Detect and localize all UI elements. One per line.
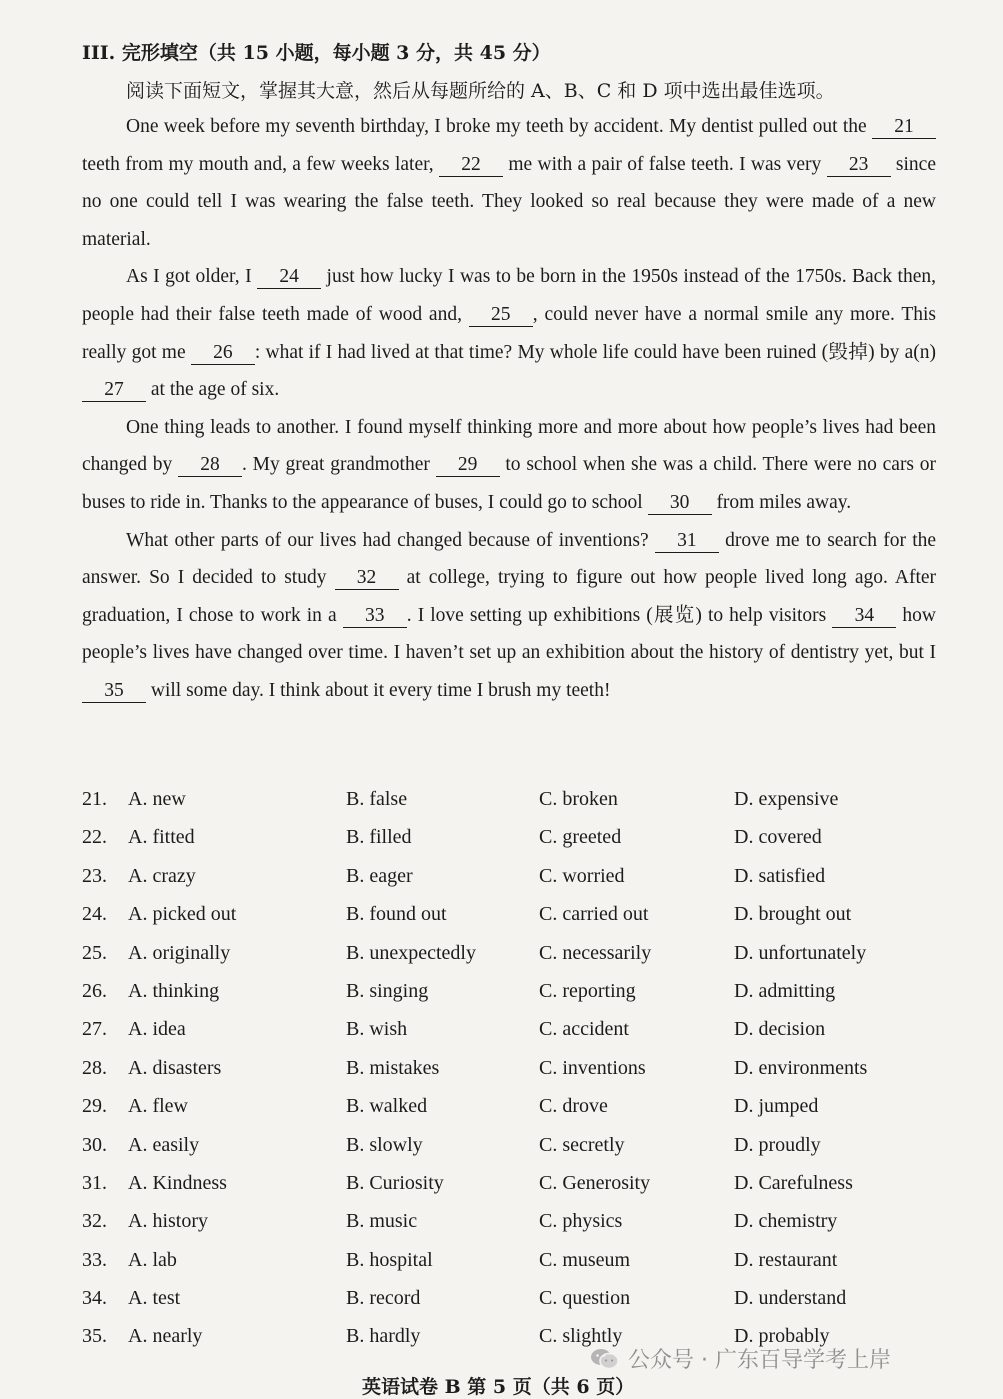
blank-27: 27 bbox=[82, 379, 146, 402]
option-b: B. unexpectedly bbox=[346, 941, 476, 964]
option-a: A. originally bbox=[128, 941, 231, 964]
option-c: C. greeted bbox=[539, 826, 622, 849]
section-instruction: 阅读下面短文，掌握其大意，然后从每题所给的 A、B、C 和 D 项中选出最佳选项。 bbox=[126, 80, 835, 102]
option-d: D. expensive bbox=[734, 788, 839, 810]
passage-text: me with a pair of false teeth. I was very bbox=[508, 153, 822, 175]
question-number: 22. bbox=[82, 826, 107, 849]
option-c: C. inventions bbox=[539, 1056, 646, 1079]
option-row bbox=[82, 1053, 962, 1091]
option-d: D. restaurant bbox=[734, 1248, 838, 1271]
option-d: D. decision bbox=[734, 1018, 826, 1041]
option-a: A. crazy bbox=[128, 864, 196, 887]
option-c: C. accident bbox=[539, 1018, 629, 1041]
passage-text: drove me to search for the answer. So I decided to study bbox=[82, 529, 937, 589]
option-d: D. unfortunately bbox=[734, 941, 867, 964]
option-b: B. false bbox=[346, 788, 408, 810]
blank-28: 28 bbox=[178, 454, 242, 477]
passage-paragraph-3 bbox=[82, 409, 936, 522]
question-number: 31. bbox=[82, 1171, 107, 1194]
passage-text: from miles away. bbox=[716, 491, 852, 513]
option-row bbox=[82, 1130, 962, 1168]
option-d: D. admitting bbox=[734, 979, 836, 1002]
blank-31: 31 bbox=[655, 530, 719, 553]
passage-text: As I got older, I bbox=[126, 266, 252, 288]
question-number: 26. bbox=[82, 979, 107, 1002]
option-b: B. slowly bbox=[346, 1133, 423, 1156]
option-c: C. question bbox=[539, 1287, 631, 1310]
passage-paragraph-2 bbox=[82, 258, 936, 408]
watermark bbox=[590, 1343, 891, 1374]
option-a: A. new bbox=[128, 788, 186, 810]
option-c: C. worried bbox=[539, 864, 625, 887]
option-c: C. reporting bbox=[539, 979, 636, 1002]
passage-text: One week before my seventh birthday, I broke my teeth by accident. My dentist pulled out the bbox=[126, 116, 867, 137]
question-number: 21. bbox=[82, 788, 107, 810]
passage-text: will some day. I think about it every time I brush my teeth! bbox=[150, 679, 611, 701]
option-row bbox=[82, 1168, 962, 1206]
option-d: D. proudly bbox=[734, 1133, 821, 1156]
question-number: 34. bbox=[82, 1287, 107, 1310]
blank-32: 32 bbox=[335, 567, 399, 590]
option-a: A. flew bbox=[128, 1095, 188, 1118]
option-a: A. fitted bbox=[128, 826, 195, 849]
option-d: D. Carefulness bbox=[734, 1171, 853, 1194]
blank-26: 26 bbox=[191, 342, 255, 365]
option-d: D. covered bbox=[734, 826, 822, 849]
passage-text: , could never have a normal smile any more. This really got me bbox=[82, 303, 937, 363]
option-c: C. secretly bbox=[539, 1133, 625, 1156]
option-row bbox=[82, 899, 962, 937]
blank-23: 23 bbox=[827, 154, 891, 177]
passage-text: What other parts of our lives had changed because of inventions? bbox=[126, 529, 649, 551]
passage-text: how people’s lives have changed over time. I haven’t set up an exhibition about the history of dentistry yet, but I bbox=[82, 604, 937, 664]
blank-30: 30 bbox=[648, 492, 712, 515]
option-d: D. jumped bbox=[734, 1095, 819, 1118]
answer-options bbox=[82, 784, 962, 1360]
passage-paragraph-4 bbox=[82, 522, 936, 710]
option-d: D. satisfied bbox=[734, 864, 826, 887]
passage-text: : what if I had lived at that time? My whole life could have been ruined (毁掉) by a(n) bbox=[254, 341, 936, 363]
option-a: A. picked out bbox=[128, 903, 237, 926]
question-number: 35. bbox=[82, 1325, 107, 1348]
option-row bbox=[82, 861, 962, 899]
passage-paragraph-1 bbox=[82, 108, 936, 258]
option-b: B. singing bbox=[346, 979, 429, 1002]
question-number: 23. bbox=[82, 864, 107, 887]
option-a: A. easily bbox=[128, 1133, 200, 1156]
blank-33: 33 bbox=[343, 605, 407, 628]
passage-text: . My great grandmother bbox=[242, 454, 430, 476]
blank-25: 25 bbox=[469, 304, 533, 327]
question-number: 24. bbox=[82, 903, 107, 926]
passage-text: at college, trying to figure out how people lived long ago. After graduation, I chose to work in a bbox=[82, 567, 937, 626]
option-c: C. Generosity bbox=[539, 1171, 651, 1194]
question-number: 32. bbox=[82, 1210, 107, 1233]
passage-text: One thing leads to another. I found myself thinking more and more about how people’s lives had been changed by bbox=[82, 416, 936, 476]
option-c: C. necessarily bbox=[539, 941, 652, 964]
option-a: A. Kindness bbox=[128, 1171, 227, 1194]
option-d: D. chemistry bbox=[734, 1210, 838, 1233]
blank-29: 29 bbox=[436, 454, 500, 477]
question-number: 25. bbox=[82, 941, 107, 964]
option-row bbox=[82, 976, 962, 1014]
option-row bbox=[82, 1091, 962, 1129]
option-b: B. wish bbox=[346, 1018, 408, 1041]
option-c: C. drove bbox=[539, 1095, 608, 1118]
option-row bbox=[82, 1245, 962, 1283]
option-row bbox=[82, 1014, 962, 1052]
option-b: B. filled bbox=[346, 826, 412, 849]
blank-34: 34 bbox=[832, 605, 896, 628]
option-a: A. disasters bbox=[128, 1056, 222, 1079]
option-b: B. record bbox=[346, 1287, 421, 1310]
page-footer: 英语试卷 B 第 5 页（共 6 页） bbox=[362, 1376, 635, 1398]
question-number: 33. bbox=[82, 1248, 107, 1271]
option-row bbox=[82, 938, 962, 976]
wechat-icon bbox=[590, 1347, 620, 1371]
section-heading: III. 完形填空（共 15 小题，每小题 3 分，共 45 分） bbox=[82, 42, 551, 64]
passage-text: at the age of six. bbox=[150, 379, 280, 401]
option-a: A. lab bbox=[128, 1248, 177, 1271]
option-a: A. history bbox=[128, 1210, 208, 1233]
passage-text: . I love setting up exhibitions (展览) to help visitors bbox=[406, 604, 827, 626]
passage-text: to school when she was a child. There were no cars or buses to ride in. Thanks to the appearance of buses, I could go to school bbox=[82, 454, 937, 513]
blank-21: 21 bbox=[872, 116, 936, 139]
option-c: C. physics bbox=[539, 1210, 623, 1233]
option-b: B. hospital bbox=[346, 1248, 433, 1271]
option-a: A. idea bbox=[128, 1018, 186, 1041]
option-b: B. eager bbox=[346, 864, 413, 887]
option-row bbox=[82, 1283, 962, 1321]
option-c: C. slightly bbox=[539, 1325, 623, 1348]
passage-text: teeth from my mouth and, a few weeks later, bbox=[82, 153, 434, 175]
option-d: D. environments bbox=[734, 1056, 868, 1079]
question-number: 30. bbox=[82, 1133, 107, 1156]
option-b: B. found out bbox=[346, 903, 447, 926]
passage-text: just how lucky I was to be born in the 1950s instead of the 1750s. Back then, people had their false teeth made of wood and, bbox=[82, 266, 937, 325]
option-d: D. understand bbox=[734, 1287, 847, 1310]
watermark-text: 公众号 · 广东百导学考上岸 bbox=[628, 1348, 891, 1373]
option-d: D. probably bbox=[734, 1325, 830, 1348]
option-b: B. mistakes bbox=[346, 1056, 440, 1079]
question-number: 28. bbox=[82, 1056, 107, 1079]
option-a: A. thinking bbox=[128, 979, 220, 1002]
question-number: 29. bbox=[82, 1095, 107, 1118]
passage-text: since no one could tell I was wearing the false teeth. They looked so real because they were made of a new material. bbox=[82, 153, 936, 250]
blank-24: 24 bbox=[257, 266, 321, 289]
question-number: 27. bbox=[82, 1018, 107, 1041]
option-b: B. walked bbox=[346, 1095, 428, 1118]
option-c: C. carried out bbox=[539, 903, 649, 926]
blank-35: 35 bbox=[82, 680, 146, 703]
option-c: C. broken bbox=[539, 788, 618, 810]
option-b: B. hardly bbox=[346, 1325, 421, 1348]
option-b: B. Curiosity bbox=[346, 1171, 444, 1194]
option-d: D. brought out bbox=[734, 903, 852, 926]
option-c: C. museum bbox=[539, 1248, 631, 1271]
option-row bbox=[82, 784, 962, 822]
blank-22: 22 bbox=[439, 154, 503, 177]
option-row bbox=[82, 822, 962, 860]
option-a: A. test bbox=[128, 1287, 181, 1310]
option-row bbox=[82, 1206, 962, 1244]
option-a: A. nearly bbox=[128, 1325, 203, 1348]
option-b: B. music bbox=[346, 1210, 418, 1233]
cloze-passage bbox=[82, 108, 936, 710]
